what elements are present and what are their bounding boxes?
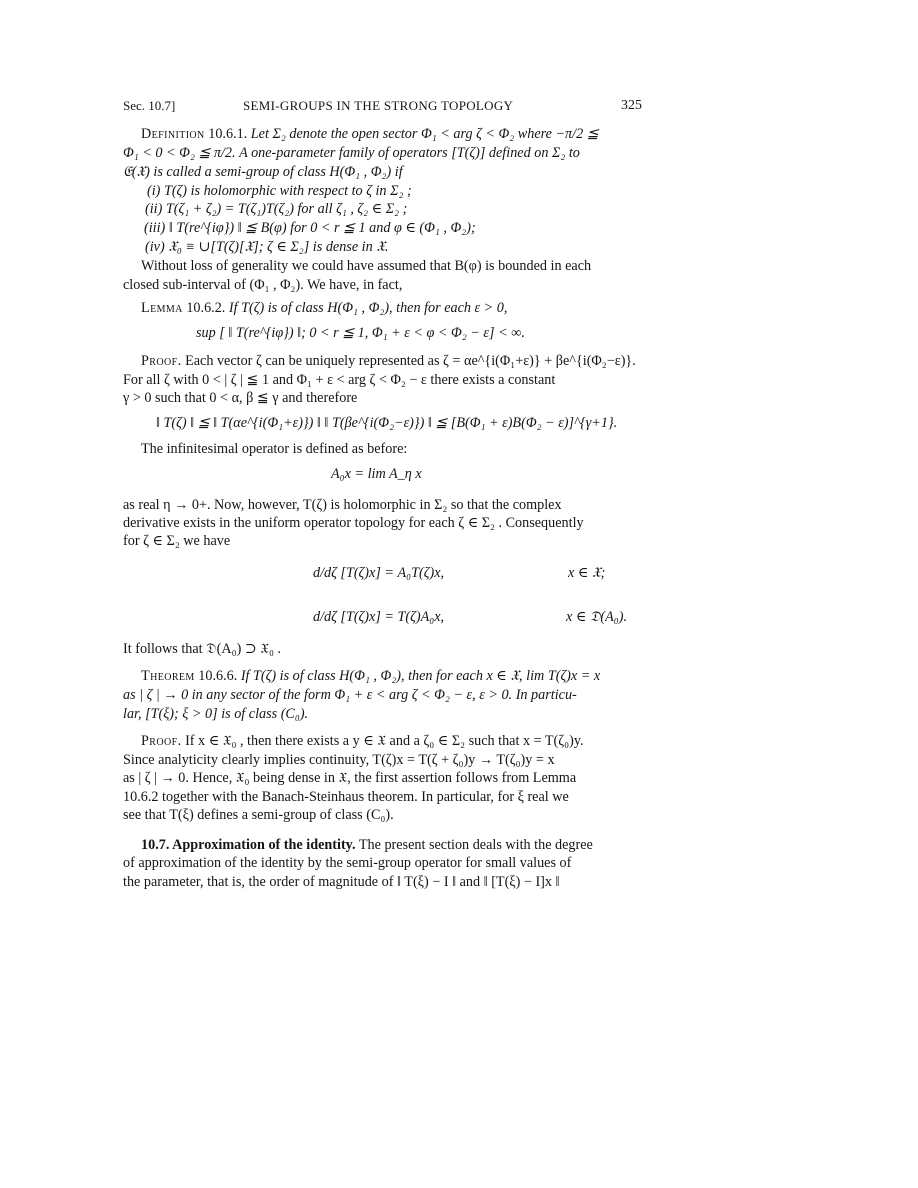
definition-label: Definition xyxy=(141,126,205,142)
definition-item-ii: (ii) T(ζ₁ + ζ₂) = T(ζ₁)T(ζ₂) for all ζ₁ , ζ₂ ∈ Σ₂ ; xyxy=(145,201,408,217)
paragraph-line: as | ζ | → 0. Hence, 𝔛₀ being dense in 𝔛, the first assertion follows from Lemma xyxy=(123,770,577,786)
section-text: The present section deals with the degree xyxy=(355,837,593,853)
definition-line-3: 𝔈(𝔛) is called a semi-group of class H(Φ₁ , Φ₂) if xyxy=(123,164,403,180)
definition-item-iv: (iv) 𝔛₀ ≡ ∪[T(ζ)[𝔛]; ζ ∈ Σ₂] is dense in 𝔛. xyxy=(145,239,389,255)
paragraph-line: Without loss of generality we could have assumed that B(φ) is bounded in each xyxy=(141,258,592,274)
paragraph-line: For all ζ with 0 < | ζ | ≦ 1 and Φ₁ + ε < arg ζ < Φ₂ − ε there exists a constant xyxy=(123,372,556,388)
section-heading-line xyxy=(141,836,593,854)
header-section: Sec. 10.7] xyxy=(123,98,176,113)
theorem-line: lar, [T(ξ); ξ > 0] is of class (C₀). xyxy=(123,706,309,722)
paragraph-line: It follows that 𝔇(A₀) ⊃ 𝔛₀ . xyxy=(123,641,282,657)
proof-text: Each vector ζ can be uniquely represented as ζ = αe^{i(Φ₁+ε)} + βe^{i(Φ₂−ε)}. xyxy=(181,353,636,369)
paragraph-line: The infinitesimal operator is defined as before: xyxy=(141,441,408,457)
definition-number: 10.6.1. xyxy=(204,126,251,142)
derivative-domain-1: x ∈ 𝔛; xyxy=(568,565,606,581)
theorem-line: as | ζ | → 0 in any sector of the form Φ₁ + ε < arg ζ < Φ₂ − ε, ε > 0. In particu- xyxy=(123,687,577,703)
derivative-equation-2: d/dζ [T(ζ)x] = T(ζ)A₀x, xyxy=(313,609,445,625)
lemma-equation: sup [ ‖ T(re^{iφ}) ‖; 0 < r ≦ 1, Φ₁ + ε < φ < Φ₂ − ε] < ∞. xyxy=(196,325,525,341)
proof-line xyxy=(141,352,636,370)
paragraph-line: closed sub-interval of (Φ₁ , Φ₂). We have, in fact, xyxy=(123,277,403,293)
proof-label: Proof. xyxy=(141,733,182,749)
header-title: SEMI-GROUPS IN THE STRONG TOPOLOGY xyxy=(243,98,514,113)
lemma-number: 10.6.2. xyxy=(182,300,229,316)
definition-text: Let Σ₂ denote the open sector Φ₁ < arg ζ < Φ₂ where −π/2 ≦ xyxy=(250,126,599,142)
derivative-equation-1: d/dζ [T(ζ)x] = A₀T(ζ)x, xyxy=(313,565,445,581)
proof-text: If x ∈ 𝔛₀ , then there exists a y ∈ 𝔛 and a ζ₀ ∈ Σ₂ such that x = T(ζ₀)y. xyxy=(181,733,584,749)
theorem-label: Theorem xyxy=(141,668,195,684)
paragraph-line: Since analyticity clearly implies continuity, T(ζ)x = T(ζ + ζ₀)y → T(ζ₀)y = x xyxy=(123,752,555,768)
lemma-text: If T(ζ) is of class H(Φ₁ , Φ₂), then for each ε > 0, xyxy=(228,300,508,316)
definition-item-i: (i) T(ζ) is holomorphic with respect to ζ in Σ₂ ; xyxy=(147,183,412,199)
theorem-number: 10.6.6. xyxy=(194,668,241,684)
derivative-domain-2: x ∈ 𝔇(A₀). xyxy=(566,609,628,625)
definition-item-iii: (iii) ‖ T(re^{iφ}) ‖ ≦ B(φ) for 0 < r ≦ 1 and φ ∈ (Φ₁ , Φ₂); xyxy=(144,220,476,236)
infinitesimal-equation: A₀x = lim A_η x xyxy=(331,466,422,482)
theorem-text: If T(ζ) is of class H(Φ₁ , Φ₂), then for each x ∈ 𝔛, lim T(ζ)x = x xyxy=(240,668,601,684)
section-heading: 10.7. Approximation of the identity. xyxy=(141,837,356,853)
proof-line xyxy=(141,732,584,750)
paragraph-line: as real η → 0+. Now, however, T(ζ) is holomorphic in Σ₂ so that the complex xyxy=(123,497,562,513)
definition-line-2: Φ₁ < 0 < Φ₂ ≦ π/2. A one-parameter family of operators [T(ζ)] defined on Σ₂ to xyxy=(123,145,580,161)
proof-label: Proof. xyxy=(141,353,182,369)
paragraph-line: the parameter, that is, the order of magnitude of ‖ T(ξ) − I ‖ and ‖ [T(ξ) − I]x ‖ xyxy=(123,874,560,890)
lemma-line xyxy=(141,299,507,317)
proof-equation: ‖ T(ζ) ‖ ≦ ‖ T(αe^{i(Φ₁+ε)}) ‖ ‖ T(βe^{i(Φ₂−ε)}) ‖ ≦ [B(Φ₁ + ε)B(Φ₂ − ε)]^{γ+1}. xyxy=(156,415,618,431)
paragraph-line: 10.6.2 together with the Banach-Steinhaus theorem. In particular, for ξ real we xyxy=(123,789,569,805)
paragraph-line: of approximation of the identity by the semi-group operator for small values of xyxy=(123,855,572,871)
header-page-number: 325 xyxy=(621,98,642,113)
paragraph-line: see that T(ξ) defines a semi-group of class (C₀). xyxy=(123,807,394,823)
paragraph-line: for ζ ∈ Σ₂ we have xyxy=(123,533,231,549)
paragraph-line: γ > 0 such that 0 < α, β ≦ γ and therefore xyxy=(123,390,358,406)
lemma-label: Lemma xyxy=(141,300,183,316)
paragraph-line: derivative exists in the uniform operator topology for each ζ ∈ Σ₂ . Consequently xyxy=(123,515,584,531)
definition-line-1 xyxy=(141,125,599,143)
theorem-line xyxy=(141,667,600,685)
